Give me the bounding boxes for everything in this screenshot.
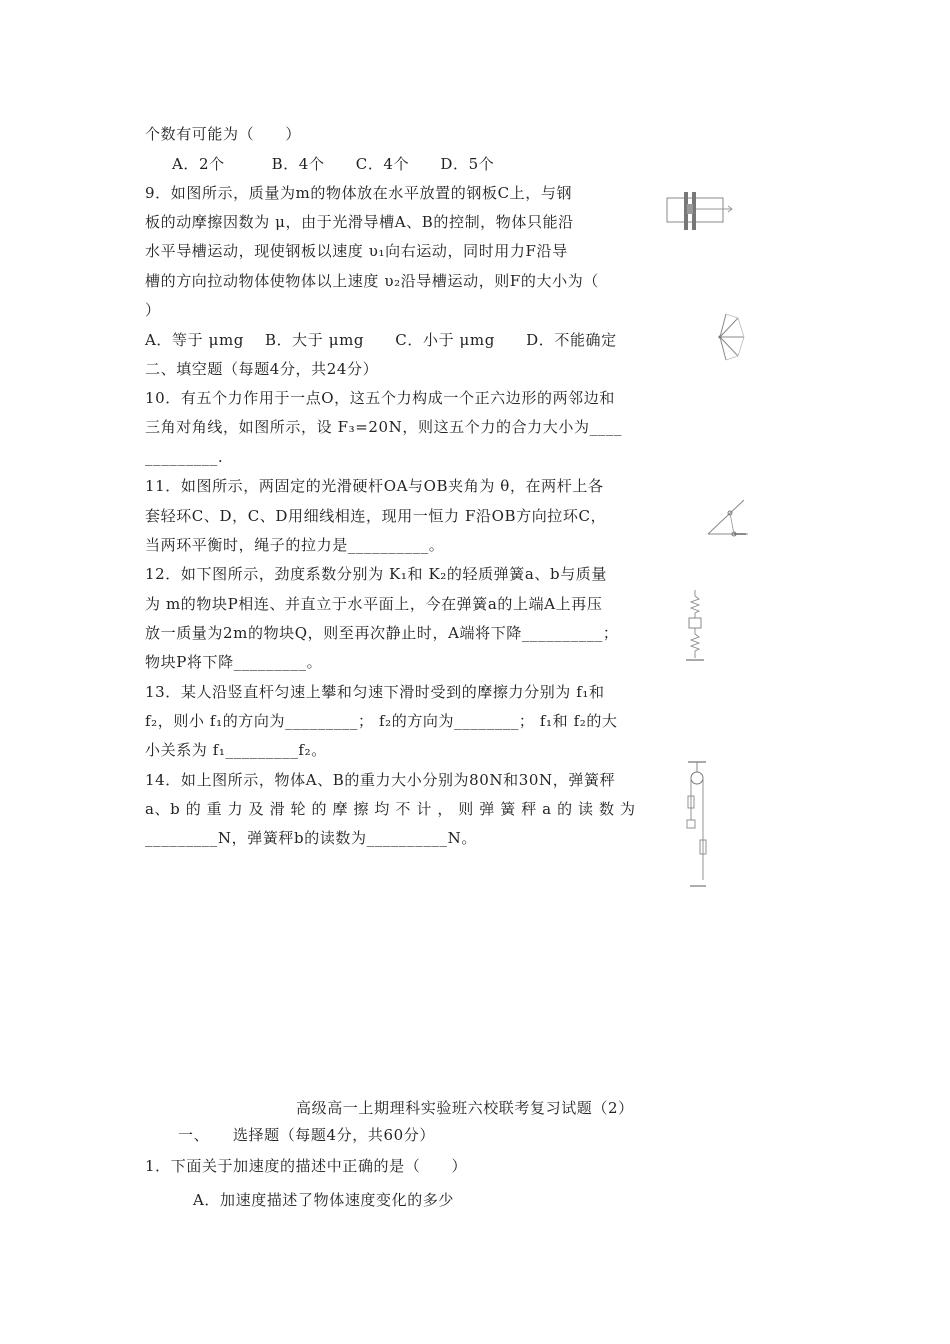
q10-line1: 10．有五个力作用于一点O，这五个力构成一个正六边形的两邻边和 <box>145 389 615 407</box>
q12-springs-figure <box>684 588 706 664</box>
q1-stem: 1．下面关于加速度的描述中正确的是（ ） <box>145 1157 468 1175</box>
q9-line5: ） <box>145 301 161 319</box>
q14-line3: _________N，弹簧秤b的读数为__________N。 <box>145 829 477 847</box>
q11-line2: 套轻环C、D，C、D用细线相连，现用一恒力 F沿OB方向拉环C， <box>145 507 607 525</box>
section-choice-heading: 一、 选择题（每题4分，共60分） <box>178 1126 435 1144</box>
q14-line2: a、b 的 重 力 及 滑 轮 的 摩 擦 均 不 计 ， 则 弹 簧 秤 a 的 读 数 为 <box>145 800 636 818</box>
q13-line3: 小关系为 f₁_________f₂。 <box>145 741 327 759</box>
q8-stem-tail: 个数有可能为（ ） <box>145 125 302 143</box>
q11-line3: 当两环平衡时，绳子的拉力是__________。 <box>145 536 445 554</box>
q9-line4: 槽的方向拉动物体使物体以上速度 υ₂沿导槽运动，则F的大小为（ <box>145 272 599 290</box>
q10-line3: _________. <box>145 448 224 466</box>
q9-line3: 水平导槽运动，现使钢板以速度 υ₁向右运动，同时用力F沿导 <box>145 242 568 260</box>
section-fill-in-heading: 二、填空题（每题4分，共24分） <box>145 360 379 378</box>
q12-line1: 12．如下图所示，劲度系数分别为 K₁和 K₂的轻质弹簧a、b与质量 <box>145 565 608 583</box>
q13-line1: 13．某人沿竖直杆匀速上攀和匀速下滑时受到的摩擦力分别为 f₁和 <box>145 683 605 701</box>
q9-figure <box>666 190 736 232</box>
q9-options: A．等于 μmg B．大于 μmg C．小于 μmg D．不能确定 <box>145 331 617 349</box>
q12-line2: 为 m的物块P相连、并直立于水平面上，今在弹簧a的上端A上再压 <box>145 595 603 613</box>
q14-pulley-figure <box>686 760 708 894</box>
q9-line2: 板的动摩擦因数为 μ，由于光滑导槽A、B的控制，物体只能沿 <box>145 213 574 231</box>
q13-line2: f₂，则小 f₁的方向为_________； f₂的方向为________； f₁和 f₂的大 <box>145 712 618 730</box>
q11-line1: 11．如图所示，两固定的光滑硬杆OA与OB夹角为 θ，在两杆上各 <box>145 477 604 495</box>
q1-option-a: A．加速度描述了物体速度变化的多少 <box>193 1191 455 1209</box>
q12-line3: 放一质量为2m的物块Q，则至再次静止时，A端将下降__________； <box>145 624 619 642</box>
exam-title: 高级高一上期理科实验班六校联考复习试题（2） <box>296 1099 634 1117</box>
q14-line1: 14．如上图所示，物体A、B的重力大小分别为80N和30N，弹簧秤 <box>145 771 616 789</box>
q9-line1: 9．如图所示，质量为m的物体放在水平放置的钢板C上，与钢 <box>145 184 573 202</box>
q12-line4: 物块P将下降_________。 <box>145 653 323 671</box>
q10-line2: 三角对角线，如图所示，设 F₃=20N，则这五个力的合力大小为____ <box>145 418 622 436</box>
q10-hexagon-figure <box>712 306 748 368</box>
q8-options: A．2个 B．4个 C．4个 D．5个 <box>172 155 495 173</box>
q11-rods-figure <box>704 496 752 540</box>
